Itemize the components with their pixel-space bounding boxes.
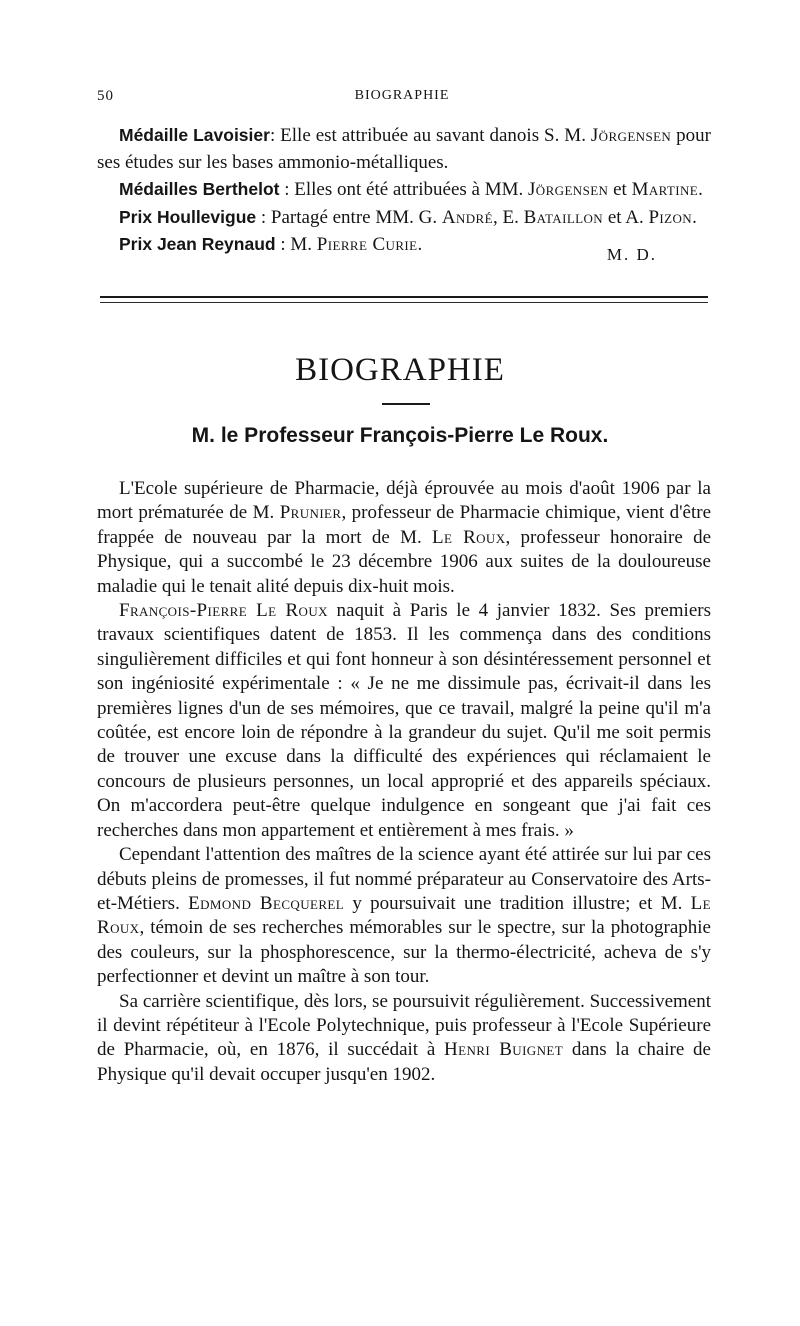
title-underline	[382, 403, 430, 405]
note-label: Médailles Berthelot	[119, 179, 280, 199]
text-run: : Elles ont été attribuées à MM.	[279, 179, 528, 200]
text-run: Sa carrière scientifique, dès lors, se poursuivit régulièrement. Successivement il devint répétiteur à l'Ecole Polytechnique, puis professeur à l'Ecole Supérieure de Pharmacie, où, en 1876, il succédait à	[97, 990, 711, 1061]
author-signature: M. D.	[606, 245, 657, 264]
paragraph	[97, 843, 711, 989]
biography-text	[97, 477, 711, 1087]
section-rule-bottom	[100, 302, 708, 303]
text-run: .	[692, 206, 697, 228]
paragraph	[97, 477, 711, 599]
text-run: .	[698, 179, 703, 200]
text-run: : Partagé entre MM. G.	[256, 206, 442, 228]
note-houllevigue	[97, 204, 711, 232]
text-run: .	[417, 234, 423, 255]
page-number: 50	[97, 88, 114, 104]
proper-name: Jörgensen	[528, 179, 609, 200]
note-label: Prix Houllevigue	[119, 206, 257, 227]
section-title: BIOGRAPHIE	[295, 352, 505, 388]
paragraph	[97, 990, 711, 1088]
section-rule-top	[100, 296, 708, 298]
note-text	[279, 179, 702, 200]
proper-name: Pierre Curie	[316, 234, 418, 255]
text-run: pour ses études sur les bases ammonio-métalliques.	[97, 125, 712, 173]
proper-name: Jörgensen	[590, 125, 672, 146]
note-label: Médaille Lavoisier	[119, 125, 270, 145]
proper-name: Prunier	[279, 502, 342, 524]
proper-name: Le Roux	[97, 892, 711, 939]
running-header	[97, 88, 707, 110]
proper-name: Henri Buignet	[444, 1039, 564, 1061]
text-run: , professeur de Pharmacie chimique, vient d'être frappée de nouveau par la mort de M.	[97, 502, 712, 548]
text-run: Cependant l'attention des maîtres de la science ayant été attirée sur lui par ces débuts pleins de promesses, il fut nommé préparateur au Conservatoire des Arts-et-Métiers.	[97, 844, 711, 914]
proper-name: Bataillon	[523, 206, 604, 228]
note-berthelot	[97, 176, 711, 204]
text-run: : M.	[275, 234, 317, 255]
note-label: Prix Jean Reynaud	[119, 234, 276, 254]
proper-name: Pizon	[648, 206, 693, 228]
text-run: : Elle est attribuée au savant danois S. M.	[269, 125, 591, 146]
proper-name: André	[441, 206, 493, 228]
text-run: , professeur honoraire de Physique, qui a succombé le 23 décembre 1906 aux suites de la douloureuse maladie qui le tenait alité depuis dix-huit mois.	[97, 526, 712, 597]
proper-name: Martine	[631, 179, 699, 200]
text-run: y poursuivait une tradition illustre; et M.	[344, 892, 691, 914]
proper-name: François-Pierre Le Roux	[119, 600, 328, 622]
proper-name: Edmond Becquerel	[188, 892, 345, 914]
running-title: BIOGRAPHIE	[354, 88, 450, 103]
prize-notes	[97, 122, 711, 259]
note-text	[256, 207, 697, 228]
note-lavoisier	[97, 122, 711, 176]
paragraph	[97, 599, 711, 843]
text-run: , E.	[492, 206, 524, 228]
text-run: dans la chaire de Physique qu'il devait occuper jusqu'en 1902.	[97, 1039, 711, 1085]
article-subtitle: M. le Professeur François-Pierre Le Roux.	[191, 424, 609, 447]
text-run: L'Ecole supérieure de Pharmacie, déjà éprouvée au mois d'août 1906 par la mort prématurée de M.	[97, 478, 711, 524]
text-run: et	[608, 179, 632, 200]
text-run: et A.	[603, 206, 649, 228]
text-run: , témoin de ses recherches mémorables sur le spectre, sur la photographie des couleurs, sur la phosphorescence, sur la thermo-électricité, acheva de s'y perfectionner et devint un maître à son tour.	[97, 917, 711, 988]
proper-name: Le Roux	[432, 526, 506, 548]
text-run: naquit à Paris le 4 janvier 1832. Ses premiers travaux scientifiques datent de 1853. Il les commença dans des conditions singulièrement difficiles et qui font honneur à son désintéressement personnel et son ingéniosité expérimentale : « Je ne me dissimule pas, écrivait-il dans les premières lignes d'un de ses mémoires, que ce travail, malgré la peine qu'il m'a coûtée, est encore loin de répondre à la grandeur du sujet. Qu'il me soit permis de trouver une excuse dans la difficulté des expériences qui réclamaient le concours de plusieurs personnes, un local approprié et des appareils spéciaux. On m'accordera peut-être quelque indulgence en songeant que j'ai fait ces recherches dans mon appartement et entièrement à mes frais. »	[97, 600, 711, 841]
